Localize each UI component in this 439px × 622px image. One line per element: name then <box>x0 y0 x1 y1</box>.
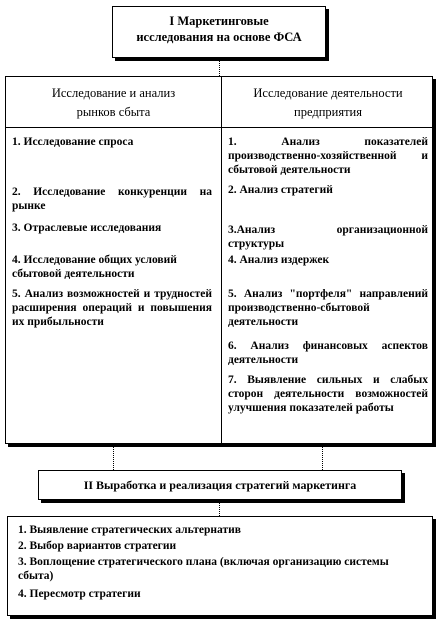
research-table <box>5 76 433 444</box>
strategy-box <box>7 516 433 616</box>
connector-table-right-down <box>322 444 323 470</box>
strategy-item-2: 2. Выбор вариантов стратегии <box>18 540 177 552</box>
connector-stage1-to-table <box>219 58 220 76</box>
markets-item-5: 5. Анализ возможностей и трудностей расширения операций и повышения их прибыльности <box>12 288 212 328</box>
enterprise-header-line2: предприятия <box>294 105 362 119</box>
column-divider <box>221 77 222 443</box>
stage1-title-line1: I Маркетинговые <box>169 14 269 28</box>
enterprise-item-3: 3.Анализ организационной структуры <box>228 224 428 250</box>
stage2-title: II Выработка и реализация стратегий маркетинга <box>83 478 357 492</box>
markets-item-3: 3. Отраслевые исследования <box>12 222 162 234</box>
strategy-item-4: 4. Пересмотр стратегии <box>18 588 141 600</box>
header-separator <box>6 127 432 128</box>
enterprise-item-2: 2. Анализ стратегий <box>228 184 333 196</box>
stage2-box <box>38 470 402 500</box>
enterprise-item-1: 1. Анализ показателей производственно-хозяйственной и сбытовой деятельности <box>228 136 428 176</box>
markets-item-4: 4. Исследование общих условий сбытовой деятельности <box>12 254 177 280</box>
enterprise-item-6: 6. Анализ финансовых аспектов деятельности <box>228 340 428 366</box>
connector-table-left-down <box>113 444 114 470</box>
connector-stage2-to-list <box>219 500 220 516</box>
markets-header-line1: Исследование и анализ <box>51 86 176 100</box>
strategy-item-1: 1. Выявление стратегических альтернатив <box>18 524 241 536</box>
enterprise-item-4: 4. Анализ издержек <box>228 254 330 266</box>
stage1-title-line2: исследования на основе ФСА <box>136 30 302 44</box>
enterprise-item-7: 7. Выявление сильных и слабых сторон деятельности возможностей улучшения показателей работы <box>228 374 428 414</box>
stage1-box <box>112 6 326 58</box>
enterprise-header-line1: Исследование деятельности <box>253 86 403 100</box>
markets-header-line2: рынков сбыта <box>76 105 151 119</box>
markets-item-1: 1. Исследование спроса <box>12 136 134 148</box>
enterprise-item-5: 5. Анализ "портфеля" направлений производственно-сбытовой деятельности <box>228 288 428 328</box>
strategy-item-3: 3. Воплощение стратегического плана (включая организацию системы сбыта) <box>18 556 389 582</box>
markets-item-2: 2. Исследование конкуренции на рынке <box>12 186 212 212</box>
